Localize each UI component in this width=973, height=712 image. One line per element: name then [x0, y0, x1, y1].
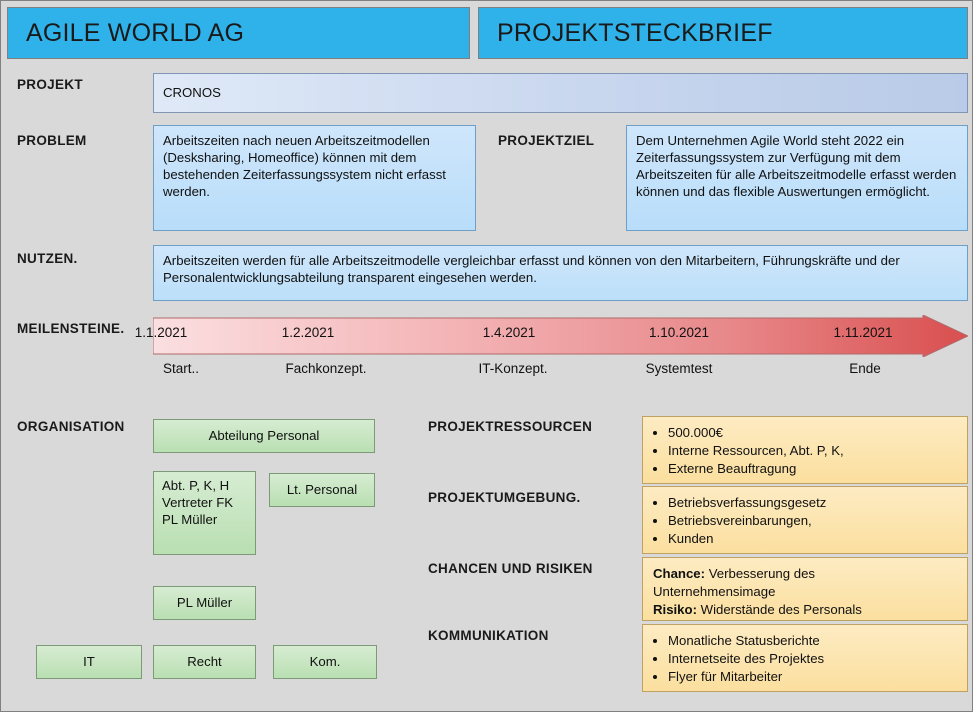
label-projektressourcen: PROJEKTRESSOURCEN — [428, 419, 593, 434]
label-meilensteine: MEILENSTEINE. — [17, 321, 125, 336]
label-projekt: PROJEKT — [17, 77, 83, 92]
communication-item-1: • Monatliche Statusberichte — [668, 633, 957, 650]
opportunities-risks-box — [642, 557, 968, 621]
org-recht-text: Recht — [187, 653, 222, 669]
milestone-caption-5: Ende — [849, 361, 881, 376]
label-problem: PROBLEM — [17, 133, 87, 148]
label-chancen-risiken: CHANCEN UND RISIKEN — [428, 561, 593, 576]
problem-text: Arbeitszeiten nach neuen Arbeitszeitmodellen (Desksharing, Homeoffice) können mit dem bestehenden Zeiterfassungssystem nicht erfasst werden. — [163, 133, 446, 199]
project-goal-text: Dem Unternehmen Agile World steht 2022 ein Zeiterfassungssystem zur Verfügung mit dem Arbeitszeiten für alle Arbeitszeitmodelle erfasst werden können und das flexible Auswertungen ermöglicht. — [636, 133, 957, 199]
problem-box — [153, 125, 476, 231]
communication-box — [642, 624, 968, 692]
resources-item-1: • 500.000€ — [668, 425, 957, 442]
org-team-line-3: PL Müller — [162, 511, 218, 527]
environment-item-3: • Kunden — [668, 531, 957, 548]
risiko-text: Widerstände des Personals — [696, 601, 862, 617]
milestone-caption-2: Fachkonzept. — [285, 361, 367, 376]
document-title-text: PROJEKTSTECKBRIEF — [497, 18, 773, 47]
org-recht — [153, 645, 256, 679]
resources-item-3: • Externe Beauftragung — [668, 461, 957, 478]
org-lt-personal — [269, 473, 375, 507]
communication-item-2: • Internetseite des Projektes — [668, 651, 957, 668]
org-team-box — [153, 471, 256, 555]
label-nutzen: NUTZEN. — [17, 251, 78, 266]
project-goal-box — [626, 125, 968, 231]
org-it-text: IT — [83, 653, 95, 669]
org-lt-personal-text: Lt. Personal — [286, 481, 358, 497]
milestone-date-3: 1.4.2021 — [482, 325, 536, 340]
resources-box — [642, 416, 968, 484]
label-organisation: ORGANISATION — [17, 419, 125, 434]
communication-item-3: • Flyer für Mitarbeiter — [668, 669, 957, 686]
label-kommunikation: KOMMUNIKATION — [428, 628, 549, 643]
benefit-box — [153, 245, 968, 301]
label-projektziel: PROJEKTZIEL — [498, 133, 595, 148]
milestone-date-4: 1.10.2021 — [648, 325, 710, 340]
org-it — [36, 645, 142, 679]
environment-box — [642, 486, 968, 554]
org-pl-mueller — [153, 586, 256, 620]
org-team-line-2: Vertreter FK — [162, 494, 234, 510]
milestone-date-2: 1.2.2021 — [281, 325, 335, 340]
chance-text: Verbesserung des — [705, 566, 815, 581]
label-projektumgebung: PROJEKTUMGEBUNG. — [428, 490, 581, 505]
resources-item-2: • Interne Ressourcen, Abt. P, K, — [668, 443, 957, 460]
benefit-text: Arbeitszeiten werden für alle Arbeitszeitmodelle vergleichbar erfasst und können von den Mitarbeitern, Führungskräfte und der Personalentwicklungsabteilung transparent eingesehen werden. — [163, 253, 900, 285]
milestone-caption-3: IT-Konzept. — [478, 361, 548, 376]
project-name-text: CRONOS — [163, 84, 221, 100]
document-title — [478, 7, 968, 59]
project-name-box — [153, 73, 968, 113]
chance-label: Chance: — [653, 566, 706, 581]
org-abteilung-personal — [153, 419, 375, 453]
milestone-caption-1: Start.. — [162, 361, 199, 376]
milestone-date-5: 1.11.2021 — [833, 325, 893, 340]
milestone-caption-4: Systemtest — [645, 361, 713, 376]
org-kom — [273, 645, 377, 679]
environment-item-1: • Betriebsverfassungsgesetz — [668, 495, 957, 512]
milestone-date-1: 1.1.2021 — [134, 325, 188, 340]
risiko-label: Risiko: — [653, 601, 697, 617]
org-team-line-1: Abt. P, K, H — [162, 478, 230, 493]
org-kom-text: Kom. — [309, 653, 341, 669]
org-abteilung-personal-text: Abteilung Personal — [208, 427, 320, 443]
company-title — [7, 7, 470, 59]
org-pl-mueller-text: PL Müller — [176, 594, 233, 610]
company-title-text: AGILE WORLD AG — [26, 18, 245, 47]
environment-item-2: • Betriebsvereinbarungen, — [668, 513, 957, 530]
chance-text-2: Unternehmensimage — [653, 583, 776, 599]
